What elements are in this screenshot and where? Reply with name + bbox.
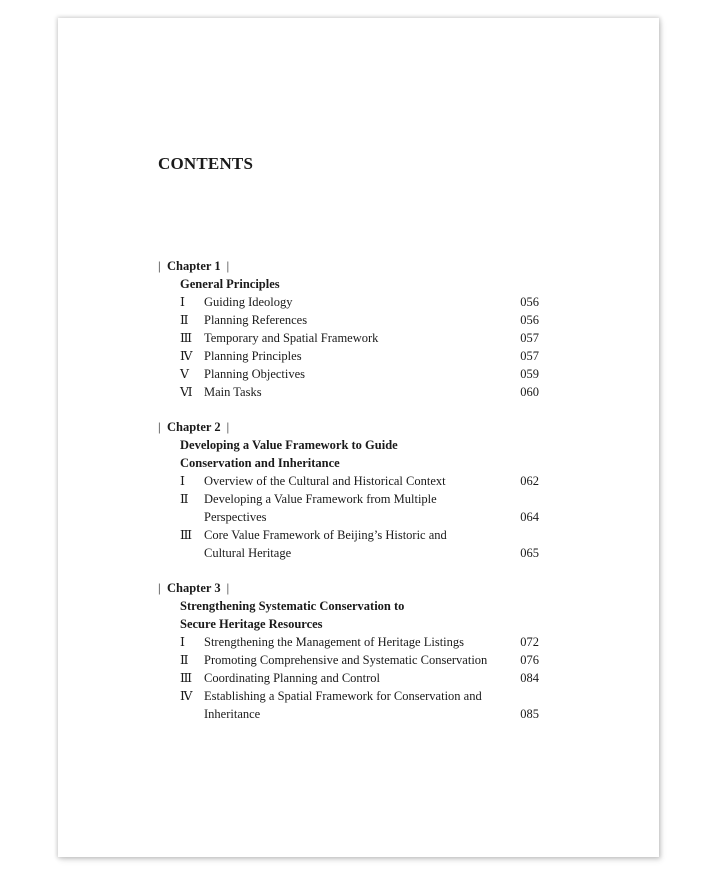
toc-entry[interactable]	[155, 365, 539, 383]
toc-entry[interactable]	[155, 293, 539, 311]
entry-page-number: 059	[520, 367, 539, 381]
entry-title: Strengthening the Management of Heritage Listings	[204, 635, 465, 649]
entry-page-number: 057	[520, 349, 539, 363]
entry-page-number: 060	[520, 385, 539, 399]
entry-number: Ⅱ	[180, 492, 189, 506]
entry-page-number: 056	[520, 295, 539, 309]
toc-entry[interactable]	[155, 633, 539, 651]
entry-title: Coordinating Planning and Control	[204, 671, 381, 685]
toc-entry[interactable]	[155, 329, 539, 347]
toc-entry[interactable]	[155, 490, 539, 526]
entry-page-number: 072	[520, 635, 539, 649]
entry-number: Ⅲ	[180, 528, 193, 542]
toc-entry[interactable]	[155, 526, 539, 562]
entry-page-number: 084	[520, 671, 539, 685]
entry-title: Core Value Framework of Beijing’s Historic and	[204, 528, 447, 542]
entry-number: Ⅳ	[180, 349, 193, 363]
table-of-contents	[155, 257, 539, 740]
entry-number: Ⅰ	[180, 295, 185, 309]
entry-title: Developing a Value Framework from Multiple Perspectives	[204, 492, 437, 524]
chapter-title-continued: Secure Heritage Resources	[180, 617, 323, 631]
chapter-2	[155, 418, 539, 562]
entry-title: Promoting Comprehensive and Systematic Conservation	[204, 653, 488, 667]
entry-number: Ⅲ	[180, 671, 193, 685]
entry-title: Main Tasks	[204, 385, 262, 399]
entry-number: Ⅰ	[180, 474, 185, 488]
entry-page-number: 062	[520, 474, 539, 488]
toc-entry[interactable]	[155, 311, 539, 329]
entry-page-number: 065	[520, 546, 539, 560]
chapter-title-continued: Conservation and Inheritance	[180, 456, 340, 470]
toc-entry[interactable]	[155, 472, 539, 490]
chapter-label: | Chapter 1 |	[158, 259, 230, 273]
book-page	[58, 18, 659, 857]
chapter-title: General Principles	[180, 277, 280, 291]
entry-number: Ⅵ	[180, 385, 193, 399]
entry-title: Planning Principles	[204, 349, 302, 363]
page-title: CONTENTS	[158, 154, 254, 173]
chapter-3	[155, 579, 539, 723]
chapter-label: | Chapter 3 |	[158, 581, 230, 595]
chapter-title: Developing a Value Framework to Guide	[180, 438, 398, 452]
entry-title-continued: Inheritance	[204, 707, 261, 721]
entry-page-number: 064	[520, 510, 539, 524]
entry-number: Ⅱ	[180, 313, 189, 327]
toc-entry[interactable]	[155, 651, 539, 669]
entry-page-number: 085	[520, 707, 539, 721]
entry-title: Guiding Ideology	[204, 295, 293, 309]
entry-page-number: 057	[520, 331, 539, 345]
toc-entry[interactable]	[155, 669, 539, 687]
entry-title: Temporary and Spatial Framework	[204, 331, 379, 345]
entry-number: Ⅴ	[180, 367, 190, 381]
entry-number: Ⅱ	[180, 653, 189, 667]
entry-number: Ⅳ	[180, 689, 193, 703]
entry-page-number: 056	[520, 313, 539, 327]
entry-title-continued: Cultural Heritage	[204, 546, 292, 560]
chapter-1	[155, 257, 539, 401]
entry-title: Establishing a Spatial Framework for Conservation and	[204, 689, 482, 703]
entry-title: Planning Objectives	[204, 367, 306, 381]
entry-page-number: 076	[520, 653, 539, 667]
entry-title: Overview of the Cultural and Historical Context	[204, 474, 446, 488]
chapter-label: | Chapter 2 |	[158, 420, 230, 434]
chapter-title: Strengthening Systematic Conservation to	[180, 599, 405, 613]
entry-number: Ⅰ	[180, 635, 185, 649]
entry-number: Ⅲ	[180, 331, 193, 345]
toc-entry[interactable]	[155, 687, 539, 723]
toc-entry[interactable]	[155, 347, 539, 365]
toc-entry[interactable]	[155, 383, 539, 401]
entry-title: Planning References	[204, 313, 308, 327]
